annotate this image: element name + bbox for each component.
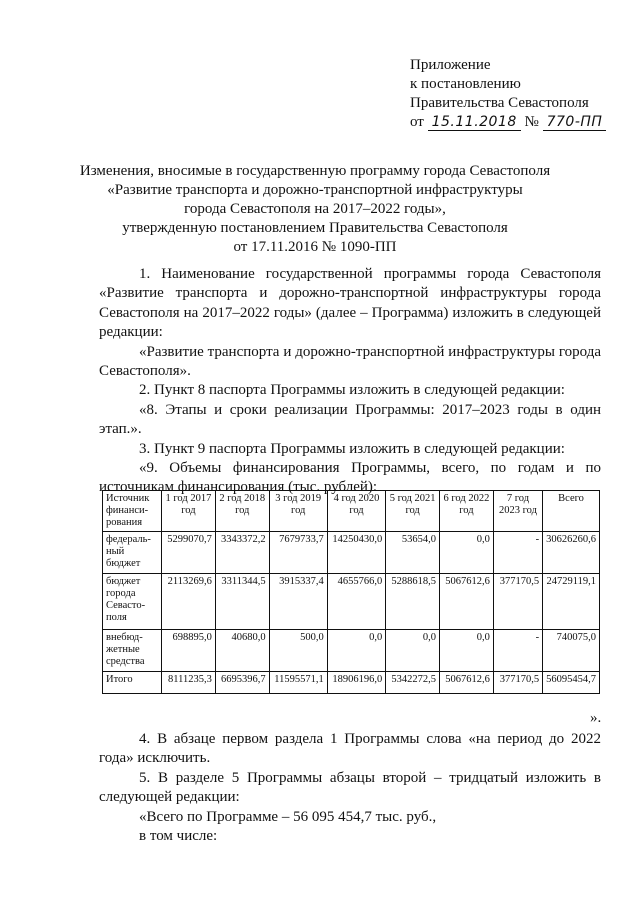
cell-total: 740075,0 <box>543 630 600 672</box>
paragraph-5: 3. Пункт 9 паспорта Программы изложить в следующей редакции: <box>139 440 565 457</box>
paragraph-6: «9. Объемы финансирования Программы, всего, по годам и по источникам финансирования (тыс. рублей): <box>99 460 601 496</box>
cell-value: - <box>493 532 542 574</box>
cell-value: 0,0 <box>440 630 494 672</box>
cell-value: 4655766,0 <box>327 574 385 630</box>
cell-value: 5288618,5 <box>386 574 440 630</box>
handwritten-date: 15.11.2018 <box>428 114 521 131</box>
cell-value: 377170,5 <box>493 574 542 630</box>
cell-value: 53654,0 <box>386 532 440 574</box>
cell-value: 0,0 <box>440 532 494 574</box>
cell-value: 377170,5 <box>493 672 542 694</box>
financing-table <box>102 490 600 694</box>
cell-value: 7679733,7 <box>269 532 327 574</box>
cell-value: 5067612,6 <box>440 574 494 630</box>
header-year-3: 3 год 2019 год <box>269 491 327 532</box>
paragraph-7: 4. В абзаце первом раздела 1 Программы слова «на период до 2022 года» исключить. <box>99 731 601 767</box>
header-year-5: 5 год 2021 год <box>386 491 440 532</box>
header-year-2: 2 год 2018 год <box>215 491 269 532</box>
cell-total: 30626260,6 <box>543 532 600 574</box>
header-year-1: 1 год 2017 год <box>162 491 216 532</box>
handwritten-number: 770-ПП <box>543 114 607 131</box>
appendix-date-line <box>410 113 606 132</box>
row-source: внебюд-жетные средства <box>103 630 162 672</box>
cell-value: 3915337,4 <box>269 574 327 630</box>
title-line-4: утвержденную постановлением Правительства Севастополя <box>122 220 508 236</box>
paragraph-4: «8. Этапы и сроки реализации Программы: 2017–2023 годы в один этап.». <box>99 401 601 438</box>
cell-value: 14250430,0 <box>327 532 385 574</box>
number-label: № <box>524 114 539 130</box>
table-closing-quote: ». <box>590 710 602 726</box>
table-row <box>103 532 600 574</box>
cell-value: 18906196,0 <box>327 672 385 694</box>
paragraph-8: 5. В разделе 5 Программы абзацы второй – тридцатый изложить в следующей редакции: <box>99 769 601 806</box>
header-total: Всего <box>543 491 600 532</box>
header-year-4: 4 год 2020 год <box>327 491 385 532</box>
title-line-1: Изменения, вносимые в государственную программу города Севастополя <box>79 163 551 179</box>
cell-value: 5299070,7 <box>162 532 216 574</box>
title-line-3: города Севастополя на 2017–2022 годы», <box>184 201 446 217</box>
cell-value: 11595571,1 <box>269 672 327 694</box>
header-year-7: 7 год 2023 год <box>493 491 542 532</box>
document-title <box>70 162 560 257</box>
cell-value: 2113269,6 <box>162 574 216 630</box>
row-source: бюджет города Севасто-поля <box>103 574 162 630</box>
title-line-5: от 17.11.2016 № 1090-ПП <box>233 239 397 255</box>
cell-value: 500,0 <box>269 630 327 672</box>
appendix-block <box>410 56 606 132</box>
title-line-2: «Развитие транспорта и дорожно-транспортной инфраструктуры <box>107 182 523 198</box>
paragraph-10: в том числе: <box>139 828 218 845</box>
from-label: от <box>410 114 424 130</box>
cell-value: - <box>493 630 542 672</box>
table-row <box>103 630 600 672</box>
paragraph-2: «Развитие транспорта и дорожно-транспортной инфраструктуры города Севастополя». <box>99 343 601 380</box>
cell-value: 5067612,6 <box>440 672 494 694</box>
row-source: Итого <box>103 672 162 694</box>
header-source: Источник финанси-рования <box>103 491 162 532</box>
paragraph-3: 2. Пункт 8 паспорта Программы изложить в следующей редакции: <box>139 382 565 399</box>
cell-value: 0,0 <box>386 630 440 672</box>
cell-value: 5342272,5 <box>386 672 440 694</box>
cell-value: 8111235,3 <box>162 672 216 694</box>
cell-total: 56095454,7 <box>543 672 600 694</box>
paragraph-1: 1. Наименование государственной программы города Севастополя «Развитие транспорта и дорожно-транспортной инфраструктуры города Севастополя на 2017–2022 годы» (далее – Программа) изложить в следующей редакции: <box>99 266 601 341</box>
table-row-total <box>103 672 600 694</box>
cell-value: 3343372,2 <box>215 532 269 574</box>
cell-value: 3311344,5 <box>215 574 269 630</box>
header-year-6: 6 год 2022 год <box>440 491 494 532</box>
cell-value: 6695396,7 <box>215 672 269 694</box>
cell-value: 40680,0 <box>215 630 269 672</box>
table-header-row <box>103 491 600 532</box>
appendix-line-3: Правительства Севастополя <box>410 95 589 111</box>
cell-value: 0,0 <box>327 630 385 672</box>
paragraph-9: «Всего по Программе – 56 095 454,7 тыс. руб., <box>139 808 437 825</box>
appendix-line-1: Приложение <box>410 57 491 73</box>
appendix-line-2: к постановлению <box>410 76 521 92</box>
cell-value: 698895,0 <box>162 630 216 672</box>
document-body <box>99 265 601 498</box>
document-body-continued <box>99 730 601 846</box>
row-source: федераль-ный бюджет <box>103 532 162 574</box>
table-row <box>103 574 600 630</box>
cell-total: 24729119,1 <box>543 574 600 630</box>
